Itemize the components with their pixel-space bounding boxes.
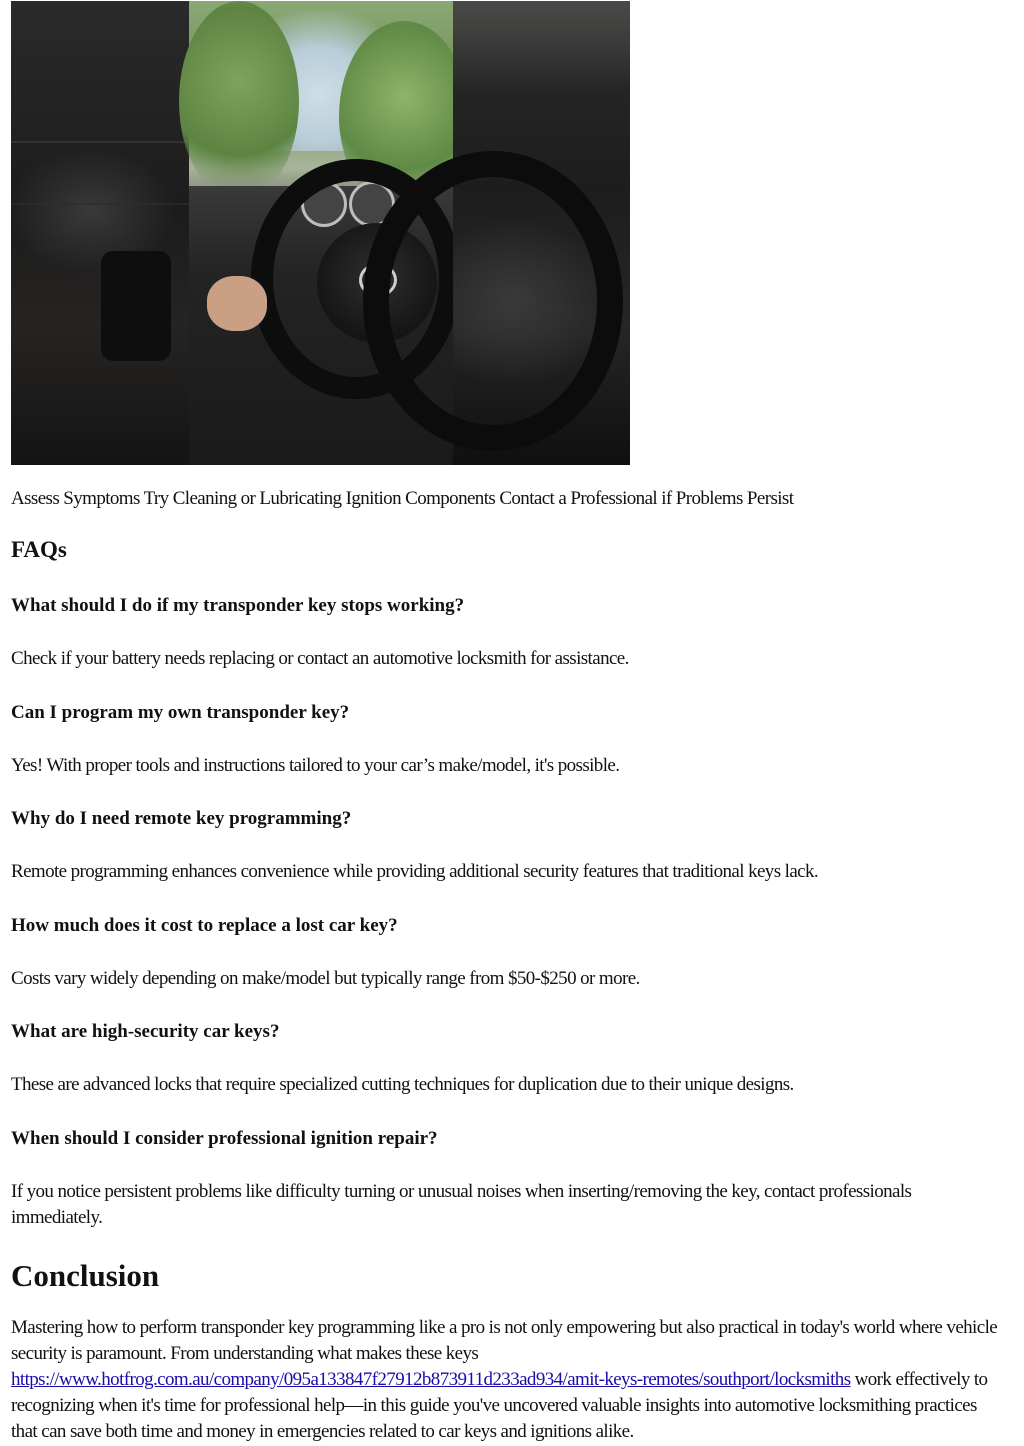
faq-question: What should I do if my transponder key stops working? bbox=[11, 595, 465, 616]
conclusion-heading: Conclusion bbox=[11, 1258, 160, 1293]
faq-answer: Costs vary widely depending on make/model but typically range from $50-$250 or more. bbox=[11, 968, 640, 989]
locksmith-link[interactable]: https://www.hotfrog.com.au/company/095a133847f27912b873911d233ad934/amit-keys-remotes/southport/locksmiths bbox=[11, 1369, 851, 1390]
faq-answer: If you notice persistent problems like difficulty turning or unusual noises when inserting/removing the key, contact professionals immediately. bbox=[11, 1181, 912, 1228]
faq-answer: Check if your battery needs replacing or contact an automotive locksmith for assistance. bbox=[11, 648, 629, 669]
video-play-area[interactable] bbox=[11, 1, 630, 465]
document-page bbox=[11, 0, 1001, 1445]
faq-question: Can I program my own transponder key? bbox=[11, 702, 350, 723]
steps-summary: Assess Symptoms Try Cleaning or Lubricating Ignition Components Contact a Professional if Problems Persist bbox=[11, 488, 794, 509]
conclusion-text-end: work effectively to recognizing when it's time for professional help—in this guide you've uncovered valuable insights into automotive locksmithing practices that can save both time and money in emergencies related to car keys and ignitions alike. bbox=[11, 1369, 988, 1442]
conclusion-paragraph bbox=[11, 1315, 1001, 1445]
faq-question: Why do I need remote key programming? bbox=[11, 808, 352, 829]
conclusion-text-start: Mastering how to perform transponder key programming like a pro is not only empowering but also practical in today's world where vehicle security is paramount. From understanding what makes these keys bbox=[11, 1317, 998, 1364]
faq-answer: Remote programming enhances convenience while providing additional security features that traditional keys lack. bbox=[11, 861, 819, 882]
faq-question: How much does it cost to replace a lost car key? bbox=[11, 915, 398, 936]
faq-answer: These are advanced locks that require specialized cutting techniques for duplication due to their unique designs. bbox=[11, 1074, 794, 1095]
faq-answer: Yes! With proper tools and instructions tailored to your car’s make/model, it's possible. bbox=[11, 755, 620, 776]
steering-wheel-video-thumbnail[interactable] bbox=[11, 1, 630, 465]
faq-question: When should I consider professional ignition repair? bbox=[11, 1128, 438, 1149]
faq-question: What are high-security car keys? bbox=[11, 1021, 280, 1042]
faq-heading: FAQs bbox=[11, 537, 67, 562]
